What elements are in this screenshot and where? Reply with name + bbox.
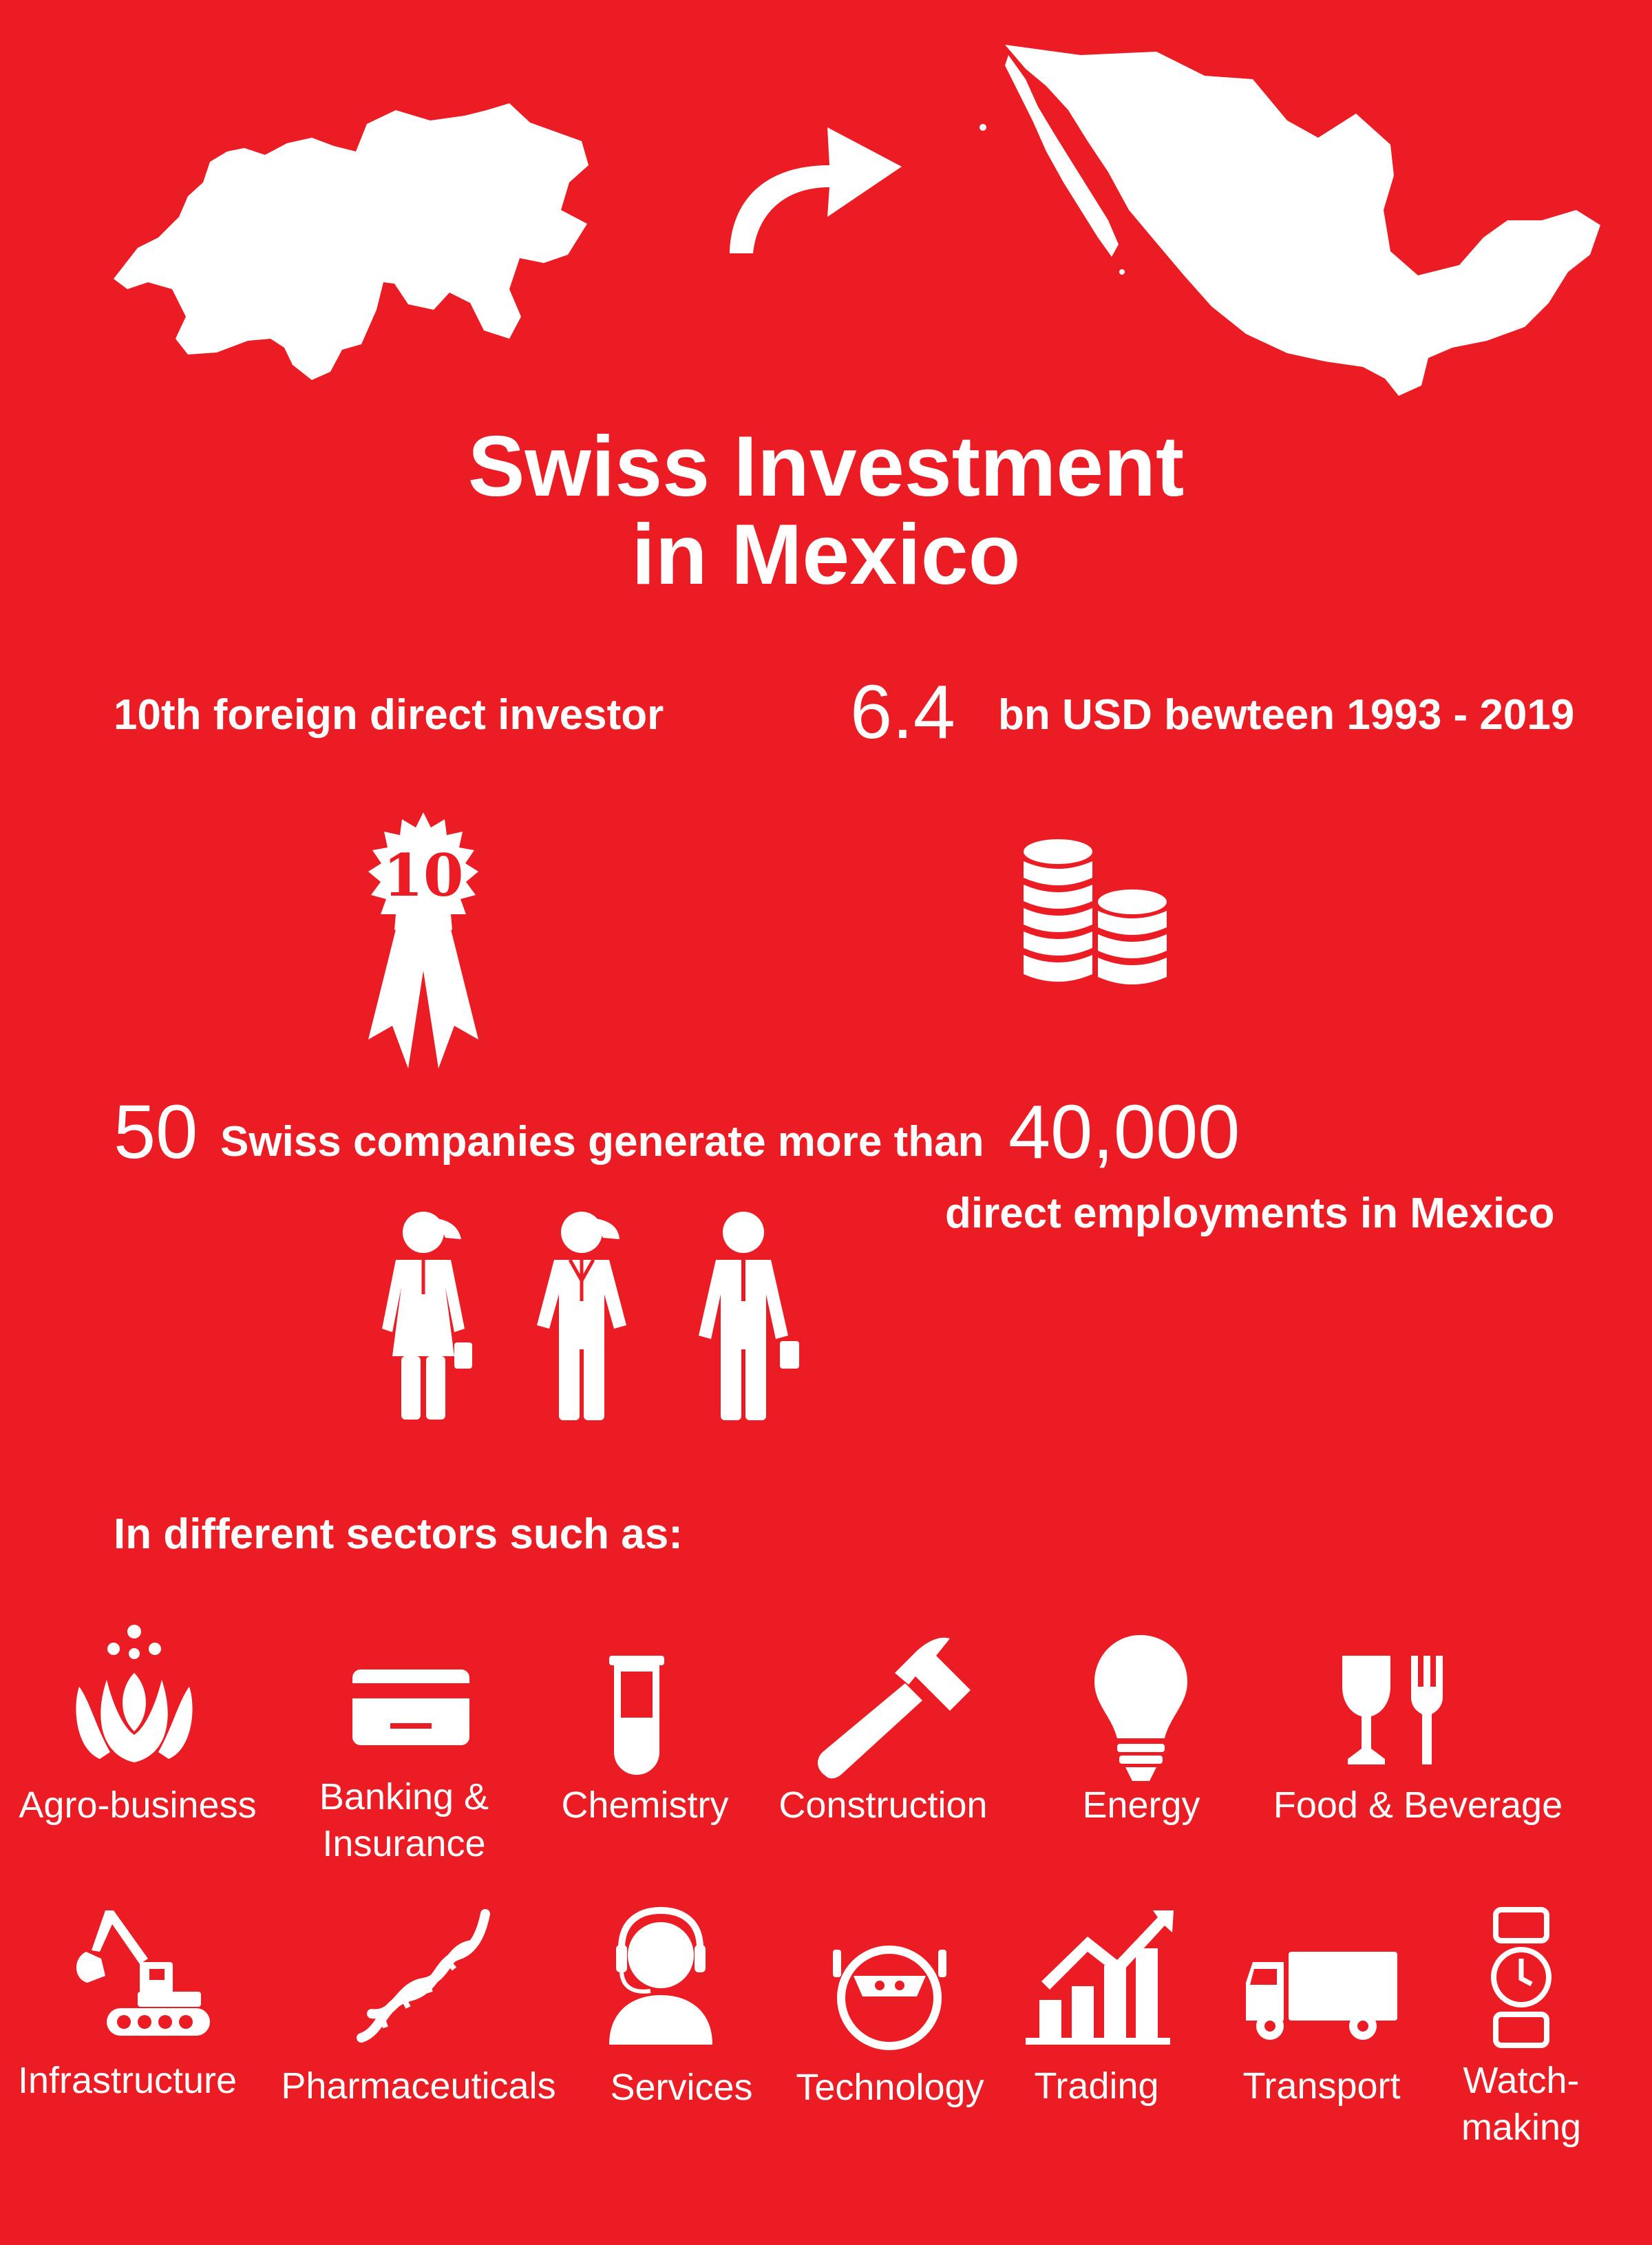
sector-label-line2: making bbox=[1461, 2107, 1582, 2148]
mexico-map-icon bbox=[977, 38, 1611, 437]
test-tube-icon bbox=[609, 1656, 664, 1780]
sector-label-trading: Trading bbox=[1034, 2065, 1159, 2107]
dna-icon bbox=[354, 1907, 492, 2045]
growth-chart-icon bbox=[1022, 1910, 1174, 2048]
title-line1: Swiss Investment bbox=[467, 419, 1185, 514]
sector-label-agro-business: Agro-business bbox=[19, 1784, 257, 1826]
sector-label-pharmaceuticals: Pharmaceuticals bbox=[281, 2065, 556, 2107]
hammer-icon bbox=[812, 1635, 977, 1780]
headset-agent-icon bbox=[609, 1907, 712, 2045]
sector-label-transport: Transport bbox=[1242, 2065, 1401, 2107]
businesswoman-icon bbox=[368, 1212, 478, 1425]
credit-card-icon bbox=[352, 1669, 469, 1745]
sector-label-food-beverage: Food & Beverage bbox=[1273, 1784, 1563, 1826]
sector-label-banking-insurance bbox=[280, 1773, 528, 1867]
businesswoman-pants-icon bbox=[530, 1212, 633, 1425]
glass-fork-icon bbox=[1342, 1656, 1459, 1766]
amount-label: bn USD bewteen 1993 - 2019 bbox=[998, 691, 1575, 739]
companies-label: Swiss companies generate more than bbox=[220, 1118, 984, 1166]
switzerland-map-icon bbox=[107, 83, 602, 386]
companies-value: 50 bbox=[114, 1090, 198, 1174]
sector-label-technology: Technology bbox=[796, 2067, 984, 2108]
sector-label-services: Services bbox=[610, 2067, 753, 2108]
title-line2: in Mexico bbox=[631, 507, 1021, 602]
sectors-heading: In different sectors such as: bbox=[114, 1510, 683, 1558]
wristwatch-icon bbox=[1490, 1907, 1552, 2048]
jobs-value: 40,000 bbox=[1008, 1090, 1240, 1174]
businessman-icon bbox=[692, 1212, 802, 1425]
sector-label-construction: Construction bbox=[779, 1784, 988, 1826]
rank-label: 10th foreign direct investor bbox=[114, 691, 664, 739]
sector-label-infrastructure: Infrastructure bbox=[17, 2060, 237, 2101]
excavator-icon bbox=[72, 1910, 210, 2038]
sector-label-line1: Watch- bbox=[1463, 2060, 1580, 2101]
coin-stack-icon bbox=[1022, 836, 1170, 1002]
curved-arrow-icon bbox=[730, 124, 909, 262]
medal-badge bbox=[348, 812, 499, 1074]
sector-label-watchmaking bbox=[1397, 2057, 1645, 2151]
sector-label-line2: Insurance bbox=[322, 1823, 486, 1864]
robot-icon bbox=[833, 1941, 946, 2052]
medal-number: 10 bbox=[383, 841, 464, 909]
amount-value: 6.4 bbox=[850, 670, 955, 755]
flower-icon bbox=[72, 1625, 196, 1762]
sector-label-energy: Energy bbox=[1082, 1784, 1200, 1826]
truck-icon bbox=[1246, 1952, 1397, 2041]
light-bulb-icon bbox=[1094, 1635, 1187, 1783]
jobs-label: direct employments in Mexico bbox=[945, 1190, 1555, 1237]
sector-label-chemistry: Chemistry bbox=[561, 1784, 729, 1826]
page-title bbox=[0, 419, 1652, 602]
sector-label-line1: Banking & bbox=[319, 1776, 489, 1817]
